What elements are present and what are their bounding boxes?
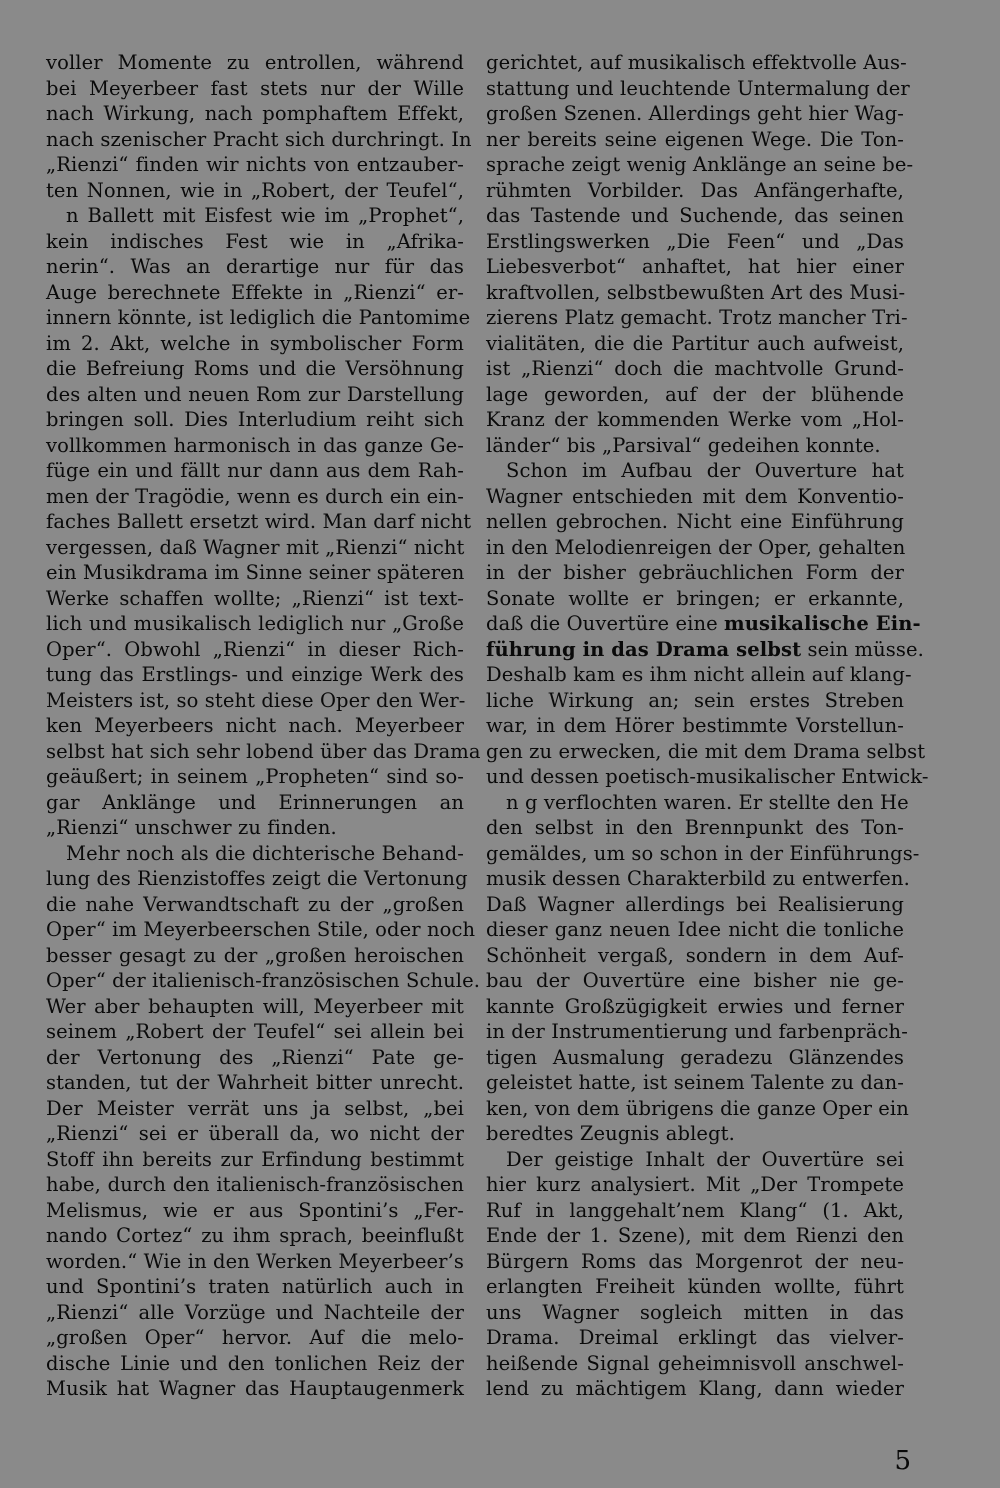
text-line [46, 739, 481, 765]
text-line [486, 1325, 904, 1351]
text-line [46, 1096, 464, 1122]
text-line [486, 152, 914, 178]
line-text: „Rienzi“ finden wir nichts von entzauber- [46, 153, 464, 176]
text-line [46, 229, 464, 255]
text-line [46, 764, 464, 790]
line-text: men der Tragödie, wenn es durch ein ein- [46, 484, 464, 508]
line-text: den selbst in den Brennpunkt des Ton- [486, 816, 904, 839]
line-text: bau der Ouvertüre eine bisher nie ge- [486, 969, 904, 992]
text-line [486, 382, 904, 408]
text-line [486, 1121, 904, 1147]
text-line [46, 1274, 464, 1300]
line-text: hier kurz analysiert. Mit „Der Trompete [486, 1173, 904, 1196]
line-text: Oper“ der italienisch-französischen Schule. [46, 969, 481, 992]
line-text: „Rienzi“ sei er überall da, wo nicht der [46, 1122, 464, 1145]
text-line [486, 1147, 904, 1173]
text-line [486, 535, 904, 561]
text-line [46, 1249, 464, 1275]
line-text: ken Meyerbeers nicht nach. Meyerbeer [46, 714, 464, 737]
line-text: nellen gebrochen. Nicht eine Einführung [486, 510, 904, 533]
text-line [46, 968, 481, 994]
text-line [46, 1070, 464, 1096]
text-line [486, 586, 904, 612]
line-text: des alten und neuen Rom zur Darstellung [46, 382, 464, 406]
line-text: Bürgern Roms das Morgenrot der neu- [486, 1249, 904, 1273]
line-text: kein indisches Fest wie in „Afrika- [46, 229, 464, 253]
line-text: geleistet hatte, ist seinem Talente zu dan- [486, 1071, 904, 1094]
line-text: großen Szenen. Allerdings geht hier Wag- [486, 102, 904, 125]
text-line [46, 50, 464, 76]
text-line [46, 458, 464, 484]
text-line [46, 892, 464, 918]
text-line [46, 254, 464, 280]
line-text: lend zu mächtigem Klang, dann wieder [486, 1377, 904, 1400]
text-line [486, 407, 904, 433]
text-line [46, 662, 464, 688]
line-text: war, in dem Hörer bestimmte Vorstellun- [486, 714, 904, 737]
text-line [46, 535, 464, 561]
text-line [46, 1300, 464, 1326]
line-text: Schon im Aufbau der Ouverture hat [506, 459, 904, 482]
bold-emphasis: musikalische Ein- [724, 612, 921, 635]
line-text: gerichtet, auf musikalisch effektvolle Aus- [486, 51, 907, 74]
line-text: ein Musikdrama im Sinne seiner späteren [46, 561, 465, 584]
text-line [46, 331, 464, 357]
text-line [46, 1376, 464, 1402]
line-text: Melismus, wie er aus Spontini’s „Fer- [46, 1198, 464, 1222]
page-number: 5 [894, 1446, 911, 1476]
text-line [46, 1019, 464, 1045]
text-line [486, 815, 904, 841]
line-text: und dessen poetisch-musikalischer Entwick- [486, 765, 929, 788]
line-text: voller Momente zu entrollen, während [46, 51, 464, 74]
text-line [486, 1376, 904, 1402]
text-line [46, 688, 464, 714]
text-line [486, 1070, 904, 1096]
line-text: dieser ganz neuen Idee nicht die tonliche [486, 918, 904, 941]
text-line [486, 739, 926, 765]
line-text: Oper“ im Meyerbeerschen Stile, oder noch [46, 918, 476, 941]
text-line [46, 611, 464, 637]
line-text: rühmten Vorbilder. Das Anfängerhafte, [486, 178, 904, 202]
right-text-column [486, 50, 929, 1402]
text-line [46, 382, 464, 408]
text-line [46, 815, 464, 841]
line-text: stattung und leuchtende Untermalung der [486, 76, 910, 100]
line-text: Mehr noch als die dichterische Behand- [66, 841, 464, 865]
line-text: füge ein und fällt nur dann aus dem Rah- [46, 459, 464, 482]
line-text: Sonate wollte er bringen; er erkannte, [486, 586, 904, 610]
text-line [46, 280, 464, 306]
text-line [46, 1198, 464, 1224]
line-text: vollkommen harmonisch in das ganze Ge- [46, 433, 464, 457]
text-line [486, 305, 908, 331]
line-text: musik dessen Charakterbild zu entwerfen. [486, 867, 910, 890]
text-line [486, 356, 904, 382]
line-text: nach Wirkung, nach pomphaftem Effekt, [46, 102, 464, 125]
text-line [46, 790, 464, 816]
text-line [486, 1300, 904, 1326]
text-line [486, 484, 904, 510]
line-text: Oper“. Obwohl „Rienzi“ in dieser Rich- [46, 637, 464, 661]
text-line [46, 1121, 464, 1147]
text-line [486, 50, 907, 76]
text-line [486, 764, 929, 790]
line-text: Der geistige Inhalt der Ouvertüre sei [506, 1147, 904, 1171]
text-line [486, 178, 904, 204]
text-line [46, 509, 472, 535]
line-text: in der bisher gebräuchlichen Form der [486, 561, 904, 584]
line-text: beredtes Zeugnis ablegt. [486, 1122, 735, 1145]
text-line [486, 1351, 904, 1377]
text-line [486, 611, 921, 637]
line-text: Ende der 1. Szene), mit dem Rienzi den [486, 1224, 904, 1247]
text-line [46, 203, 464, 229]
line-text: ner bereits seine eigenen Wege. Die Ton- [486, 127, 904, 151]
line-text: seinem „Robert der Teufel“ sei allein bei [46, 1020, 464, 1043]
line-text: „großen Oper“ hervor. Auf die melo- [46, 1326, 464, 1349]
line-text: selbst hat sich sehr lobend über das Drama [46, 739, 481, 763]
text-line [486, 1045, 904, 1071]
text-line [46, 560, 464, 586]
line-text: Stoff ihn bereits zur Erfindung bestimmt [46, 1147, 464, 1171]
line-text: vergessen, daß Wagner mit „Rienzi“ nicht [46, 535, 465, 559]
text-line [486, 968, 904, 994]
line-text: standen, tut der Wahrheit bitter unrecht. [46, 1071, 464, 1094]
text-line [486, 280, 904, 306]
line-text: Wagner entschieden mit dem Konventio- [486, 484, 904, 508]
line-text: die Befreiung Roms und die Versöhnung [46, 357, 464, 380]
text-line [486, 127, 904, 153]
text-line [46, 407, 464, 433]
line-text: tung das Erstlings- und einzige Werk des [46, 663, 464, 686]
line-text: kraftvollen, selbstbewußten Art des Musi- [486, 280, 906, 304]
text-line [46, 178, 464, 204]
text-line [46, 994, 464, 1020]
line-text: habe, durch den italienisch-französischen [46, 1173, 464, 1196]
text-line [46, 841, 464, 867]
line-text: innern könnte, ist lediglich die Pantomime [46, 306, 471, 329]
text-line [486, 331, 904, 357]
text-line [486, 790, 909, 816]
text-line [486, 1096, 909, 1122]
text-line [486, 229, 904, 255]
text-line [486, 254, 904, 280]
text-line [46, 1325, 464, 1351]
text-line [46, 1172, 464, 1198]
line-text: bei Meyerbeer fast stets nur der Wille [46, 76, 464, 100]
line-text: Werke schaffen wollte; „Rienzi“ ist text- [46, 586, 464, 610]
line-text: Erstlingswerken „Die Feen“ und „Das [486, 229, 904, 253]
text-line [486, 1274, 904, 1300]
line-text: zierens Platz gemacht. Trotz mancher Tri- [486, 306, 908, 329]
line-text: Drama. Dreimal erklingt das vielver- [486, 1326, 904, 1349]
line-text: n Ballett mit Eisfest wie im „Prophet“, [66, 204, 464, 227]
text-line [486, 560, 904, 586]
text-line [46, 127, 472, 153]
text-line [46, 586, 464, 612]
text-line [46, 433, 464, 459]
line-text: der Vertonung des „Rienzi“ Pate ge- [46, 1045, 464, 1069]
line-text: nando Cortez“ zu ihm sprach, beeinflußt [46, 1224, 464, 1247]
line-text: Deshalb kam es ihm nicht allein auf klang- [486, 663, 912, 686]
line-text: nach szenischer Pracht sich durchringt. In [46, 127, 472, 151]
line-text: besser gesagt zu der „großen heroischen [46, 943, 464, 967]
text-line [46, 356, 464, 382]
line-text: Auge berechnete Effekte in „Rienzi“ er- [46, 280, 464, 304]
line-text: Kranz der kommenden Werke vom „Hol- [486, 408, 904, 431]
text-line [486, 994, 904, 1020]
line-text: Schönheit vergaß, sondern in dem Auf- [486, 943, 904, 967]
line-text: Der Meister verrät uns ja selbst, „bei [46, 1096, 464, 1120]
line-text: „Rienzi“ unschwer zu finden. [46, 816, 337, 839]
line-text: kannte Großzügigkeit erwies und ferner [486, 994, 904, 1018]
line-text: geäußert; in seinem „Propheten“ sind so- [46, 765, 464, 788]
line-text: „Rienzi“ alle Vorzüge und Nachteile der [46, 1300, 464, 1324]
text-line [486, 203, 904, 229]
line-text: bringen soll. Dies Interludium reiht sich [46, 408, 464, 431]
text-line [486, 433, 904, 459]
line-text: ten Nonnen, wie in „Robert, der Teufel“, [46, 178, 464, 202]
text-line [486, 841, 920, 867]
text-line [486, 637, 924, 663]
text-line [46, 484, 464, 510]
text-line [486, 917, 904, 943]
text-line [46, 152, 464, 178]
line-text-after: sein müsse. [801, 637, 924, 661]
text-line [46, 713, 464, 739]
bold-emphasis: führung in das Drama selbst [486, 637, 802, 661]
line-text: ken, von dem übrigens die ganze Oper ein [486, 1096, 909, 1120]
text-line [486, 1249, 904, 1275]
text-line [46, 866, 468, 892]
line-text: Daß Wagner allerdings bei Realisierung [486, 892, 904, 916]
text-line [486, 509, 904, 535]
text-line [486, 713, 904, 739]
line-text: vialitäten, die die Partitur auch aufweist, [486, 331, 904, 355]
text-line [46, 1223, 464, 1249]
text-line [486, 1172, 904, 1198]
line-text: lich und musikalisch lediglich nur „Große [46, 612, 464, 635]
line-text: gemäldes, um so schon in der Einführungs- [486, 841, 920, 865]
text-line [46, 943, 464, 969]
text-line [46, 101, 464, 127]
text-line [46, 1147, 464, 1173]
text-line [486, 1019, 908, 1045]
text-line [486, 943, 904, 969]
text-line [46, 1045, 464, 1071]
line-text: daß die Ouvertüre eine [486, 612, 725, 635]
line-text: worden.“ Wie in den Werken Meyerbeer’s [46, 1249, 464, 1273]
text-line [46, 637, 464, 663]
line-text: die nahe Verwandtschaft zu der „großen [46, 892, 464, 916]
text-line [46, 917, 476, 943]
line-text: ist „Rienzi“ doch die machtvolle Grund- [486, 357, 904, 380]
left-text-column [46, 50, 481, 1402]
line-text: gar Anklänge und Erinnerungen an [46, 790, 464, 814]
line-text: Liebesverbot“ anhaftet, hat hier einer [486, 255, 904, 278]
line-text: heißende Signal geheimnisvoll anschwel- [486, 1351, 904, 1375]
line-text: das Tastende und Suchende, das seinen [486, 204, 904, 227]
line-text: in der Instrumentierung und farbenpräch- [486, 1020, 908, 1043]
text-line [486, 892, 904, 918]
line-text: Wer aber behaupten will, Meyerbeer mit [46, 994, 464, 1018]
line-text: und Spontini’s traten natürlich auch in [46, 1275, 464, 1298]
line-text: erlangten Freiheit künden wollte, führt [486, 1275, 904, 1298]
line-text: faches Ballett ersetzt wird. Man darf nicht [46, 510, 472, 533]
line-text: lung des Rienzistoffes zeigt die Vertonung [46, 867, 468, 890]
text-line [486, 866, 910, 892]
text-line [46, 1351, 464, 1377]
text-line [486, 458, 904, 484]
line-text: im 2. Akt, welche in symbolischer Form [46, 331, 464, 355]
line-text: nerin“. Was an derartige nur für das [46, 255, 464, 278]
line-text: in den Melodienreigen der Oper, gehalten [486, 535, 906, 559]
text-line [486, 688, 904, 714]
line-text: uns Wagner sogleich mitten in das [486, 1300, 904, 1324]
line-text: tigen Ausmalung geradezu Glänzendes [486, 1045, 904, 1069]
text-line [486, 101, 904, 127]
line-text: Musik hat Wagner das Hauptaugenmerk [46, 1377, 464, 1400]
line-text: lage geworden, auf der der blühende [486, 382, 904, 406]
text-line [486, 1198, 904, 1224]
line-text: dische Linie und den tonlichen Reiz der [46, 1351, 464, 1375]
text-line [46, 76, 464, 102]
line-text: liche Wirkung an; sein erstes Streben [486, 688, 904, 712]
line-text: gen zu erwecken, die mit dem Drama selbst [486, 739, 926, 763]
line-text: länder“ bis „Parsival“ gedeihen konnte. [486, 433, 881, 457]
text-line [486, 76, 910, 102]
line-text: n g verflochten waren. Er stellte den He [506, 790, 909, 814]
text-line [46, 305, 471, 331]
line-text: sprache zeigt wenig Anklänge an seine be- [486, 153, 914, 176]
line-text: Ruf in langgehalt’nem Klang“ (1. Akt, [486, 1198, 904, 1222]
line-text: Meisters ist, so steht diese Oper den Wer- [46, 688, 466, 712]
text-line [486, 662, 912, 688]
text-line [486, 1223, 904, 1249]
